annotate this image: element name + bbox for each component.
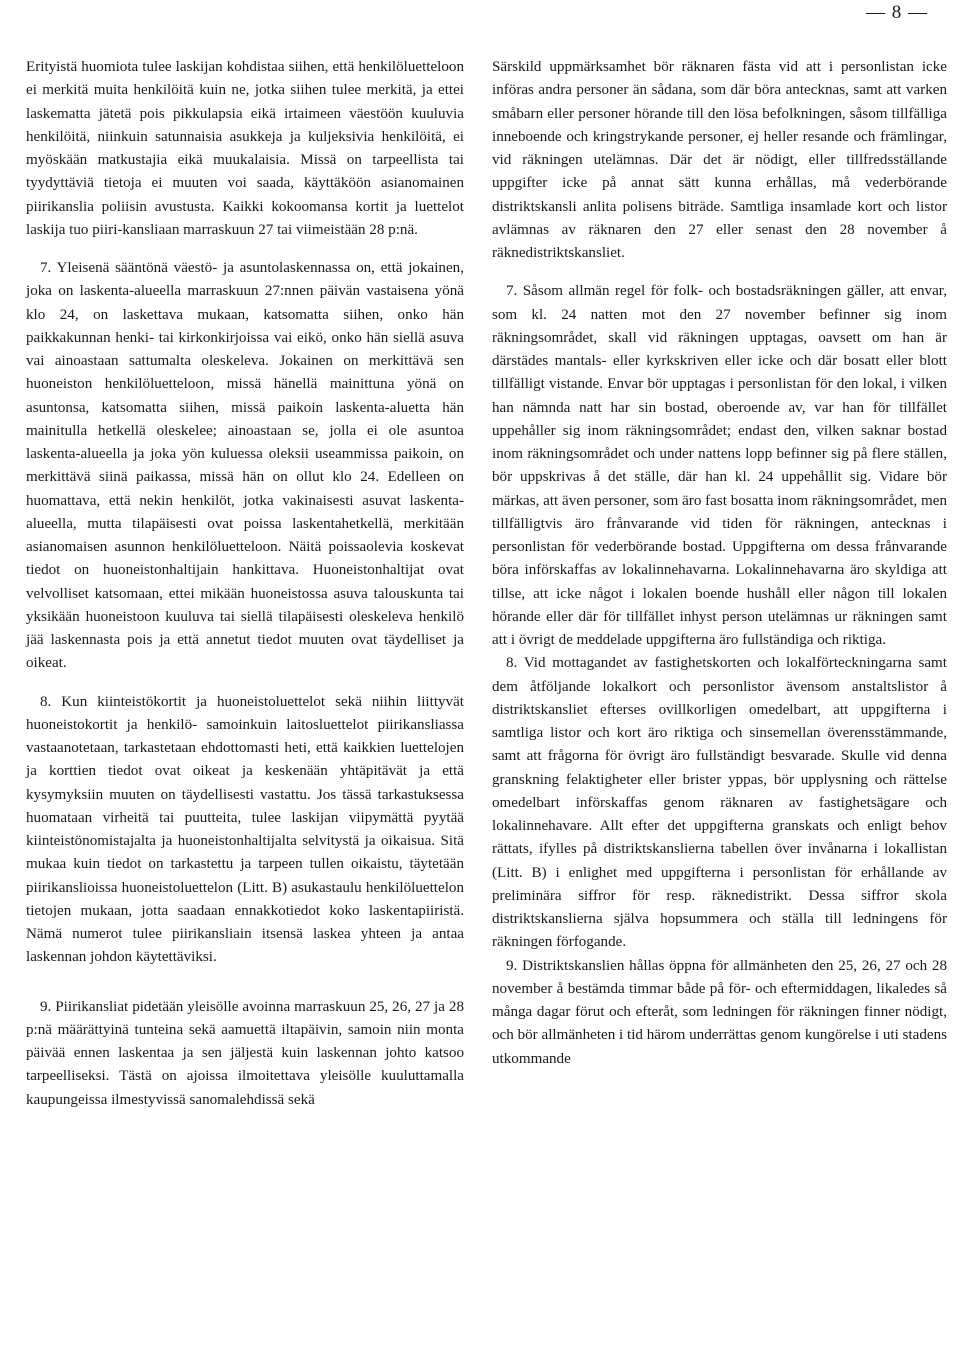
- paragraph-sv-8: 8. Vid mottagandet av fastighetskorten och lokalförteckningarna samt dem åtföljande lokalkort och personlistor ävensom anstaltslistor å distriktskansliet efterses ovillkorligen omedelbart, att uppgifterna i samtliga listor och kort äro riktiga och sinsemellan överensstämmande, samt att frågorna för övrigt äro fullständigt besvarade. Skulle vid denna granskning felaktigheter eller brister yppas, bör upplysning och rättelse omedelbart införskaffas genom räknaren av fastighetsägare och lokalinnehavare. Allt efter det uppgifterna granskats och enligt behov rättats, ifylles på distriktskanslierna tabellen över invånarna i lokallistan (Litt. B) i enlighet med uppgifterna i personlistan för erhållande av preliminära siffror för resp. räknedistrikt. Dessa siffror skola distriktskanslierna själva hopsummera och ställa till ledningens för räkningen förfogande.: [492, 655, 947, 951]
- finnish-column: [26, 56, 464, 1112]
- paragraph-sv-9: 9. Distriktskanslien hållas öppna för allmänheten den 25, 26, 27 och 28 november å bestämda timmar både på för- och eftermiddagen, likaledes så många dagar förut och efteråt, som ledningen för räkningen finner nödigt, och bör allmänheten i tid härom underrättas genom kungörelse i uti stadens utkommande: [492, 957, 947, 1067]
- paragraph-fi-9: 9. Piirikansliat pidetään yleisölle avoinna marraskuun 25, 26, 27 ja 28 p:nä määrättyinä tunteina sekä aamuettä iltapäivin, samoin niin monta päivää ennen laskentaa ja sen jäljestä kuin laskennan johto katsoo tarpeelliseksi. Tästä on ajoissa ilmoitettava yleisölle kuuluttamalla kaupungeissa ilmestyvissä sanomalehdissä sekä: [26, 998, 464, 1108]
- page-number: — 8 —: [866, 2, 928, 23]
- page-header: [0, 0, 960, 26]
- swedish-column: [492, 56, 947, 1071]
- paragraph-fi-intro: Erityistä huomiota tulee laskijan kohdistaa siihen, että henkilöluetteloon ei merkitä muita henkilöitä kuin ne, jotka siihen tulee merkitä, ja ettei laskematta jätetä pois pikkulapsia eikä irtaimeen väestöön kuuluvia henkilöitä, niinkuin satunnaisia asukkeja ja kuljeksivia henkilöitä, ei myöskään matkustajia eikä muukalaisia. Missä on tarpeellista tai tyydyttäviä tietoja ei muuten voi saada, käyttäköön asianomainen piirikanslia poliisin avustusta. Kaikki kokoomansa kortit ja luettelot laskija tuo piiri-kansliaan marraskuun 27 tai viimeistään 28 p:nä.: [26, 59, 464, 238]
- paragraph-sv-7: 7. Såsom allmän regel för folk- och bostadsräkningen gäller, att envar, som kl. 24 natten mot den 27 november befinner sig inom räkningsområdet, skall vid räkningen upptagas, oavsett om han är därstädes mantals- eller kyrkskriven eller icke och där bosatt eller blott tillfälligt vistande. Envar bör upptagas i personlistan för den lokal, i vilken han nämnda natt har sin bostad, oberoende av, var han för tillfället uppehåller sig inom räkningsområdet; endast den, vilken saknar bostad inom räkningsområdet och under nattens lopp befinner sig på flere ställen, bör uppskrivas å det ställe, där han kl. 24 uppehållit sig. Vidare bör märkas, att även personer, som äro fast bosatta inom räkningsområdet, men tillfälligtvis äro frånvarande vid tiden för räkningen, antecknas i personlistan för vederbörande bostad. Uppgifterna om dessa frånvarande böra införskaffas av lokalinnehavarna. Lokalinnehavarna äro skyldiga att tillse, att icke något i lokalen boende hushåll eller någon till lokalen hörande eller där för tillfället inhyst person utelämnas ur räkningen samt att i övrigt de meddelade uppgifterna äro fullständiga och riktiga.: [492, 283, 948, 648]
- paragraph-fi-8: 8. Kun kiinteistökortit ja huoneistoluettelot sekä niihin liittyvät huoneistokortit ja henkilö- samoinkuin laitosluettelot piirikansliassa vastaanotetaan, tarkastetaan ehdottomasti heti, että kaikkien luettelojen ja korttien tiedot ovat oikeat ja keskenään yhtäpitävät ja että kysymyksiin muuten on täydellisesti vastattu. Jos tässä tarkastuksessa huomataan virheitä tai puutteita, tulee laskijan viipymättä pyytää kiinteistönomistajalta ja huoneistonhaltijalta selvitystä ja oikaisua. Sitä mukaa kuin tiedot on tarkastettu ja tarpeen tullen oikaistu, täytetään piirikanslioissa huoneistoluettelon (Litt. B) asukastaulu henkilöluettelon tietojen mukaan, jotta saadaan ennakkotiedot koko laskentapiiristä. Nämä numerot tulee piirikansliain itsensä laskea yhteen ja antaa laskennan johdon käytettäviksi.: [26, 693, 464, 966]
- paragraph-sv-intro: Särskild uppmärksamhet bör räknaren fästa vid att i personlistan icke införas andra personer än sådana, som där böra antecknas, samt att varken småbarn eller personer hörande till den lösa befolkningen, såsom tillfälliga inneboende och kringstrykande personer, ej heller resande och främlingar, vid räkningen utelämnas. Där det är nödigt, eller tillfredsställande uppgifter icke på annat sätt kunna erhållas, må vederbörande distriktskansli anlita polisens biträde. Samtliga insamlade kort och listor avlämnas av räknaren den 27 eller senast den 28 november å räknedistriktskansliet.: [492, 59, 947, 261]
- paragraph-fi-7: 7. Yleisenä sääntönä väestö- ja asuntolaskennassa on, että jokainen, joka on laskenta-alueella marraskuun 27:nnen päivän vastaisena yönä klo 24, on laskettava mukaan, katsomatta siihen, onko hän paikkakunnan henki- tai kirkonkirjoissa vai eikö, onko hän siellä asuva vai ainoastaan sattumalta oleskeleva. Jokainen on merkittävä sen huoneiston henkilöluetteloon, missä hänellä mainittuna yönä on asuntonsa, katsomatta siihen, missä paikoin laskenta-aluetta hän mainitulla hetkellä oleskelee; ainoastaan se, jolla ei ole asuntoa laskenta-alueella ja joka yön kuluessa oleksii useammissa paikoin, on merkittävä siinä paikassa, missä hän on ollut klo 24. Edelleen on huomattava, että nekin henkilöt, jotka vakinaisesti asuvat laskenta-alueella, mutta tilapäisesti ovat poissa laskentahetkellä, merkitään asianomaisen asunnon henkilöluetteloon. Näitä poissaolevia koskevat tiedot on huoneistonhaltijain hankittava. Huoneistonhaltijat ovat velvolliset katsomaan, ettei mikään huoneistossa asuva talouskunta tai yksikään huoneistoon kuuluva tai siellä tilapäisesti oleskeleva henkilö jää laskennasta pois ja että annetut tiedot muuten ovat täydelliset ja oikeat.: [26, 260, 464, 672]
